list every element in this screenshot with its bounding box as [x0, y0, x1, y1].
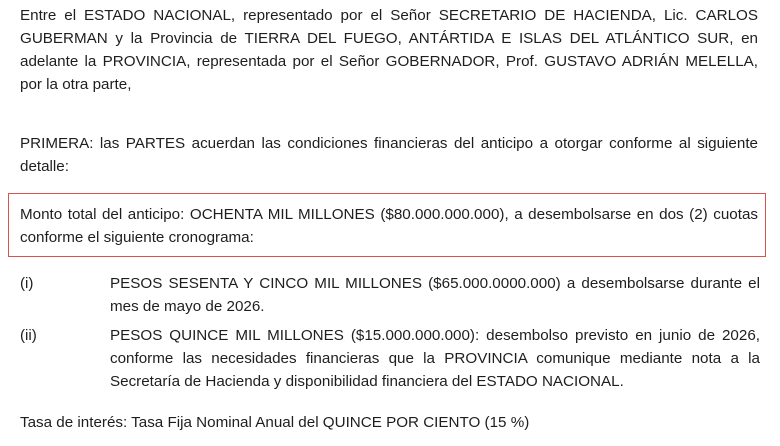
- list-item-number: (ii): [20, 327, 37, 344]
- list-item-text: PESOS SESENTA Y CINCO MIL MILLONES ($65.000.0000.000) a desembolsarse durante el mes de mayo de 2026.: [110, 275, 760, 315]
- tasa-paragraph: Tasa de interés: Tasa Fija Nominal Anual del QUINCE POR CIENTO (15 %): [20, 414, 530, 431]
- primera-paragraph: PRIMERA: las PARTES acuerdan las condiciones financieras del anticipo a otorgar conforme al siguiente detalle:: [20, 135, 758, 175]
- list-item-text: PESOS QUINCE MIL MILLONES ($15.000.000.000): desembolso previsto en junio de 2026, conforme las necesidades financieras que la PROVINCIA comunique mediante nota a la Secretaría de Hacienda y disponibilidad financiera del ESTADO NACIONAL.: [110, 327, 760, 390]
- list-item-number: (i): [20, 275, 34, 292]
- monto-total-paragraph: Monto total del anticipo: OCHENTA MIL MILLONES ($80.000.000.000), a desembolsarse en dos (2) cuotas conforme el siguiente cronograma:: [20, 206, 758, 246]
- intro-paragraph: Entre el ESTADO NACIONAL, representado por el Señor SECRETARIO DE HACIENDA, Lic. CARLOS GUBERMAN y la Provincia de TIERRA DEL FUEGO, ANTÁRTIDA E ISLAS DEL ATLÁNTICO SUR, en adelante la PROVINCIA, representada por el Señor GOBERNADOR, Prof. GUSTAVO ADRIÁN MELELLA, por la otra parte,: [20, 7, 758, 93]
